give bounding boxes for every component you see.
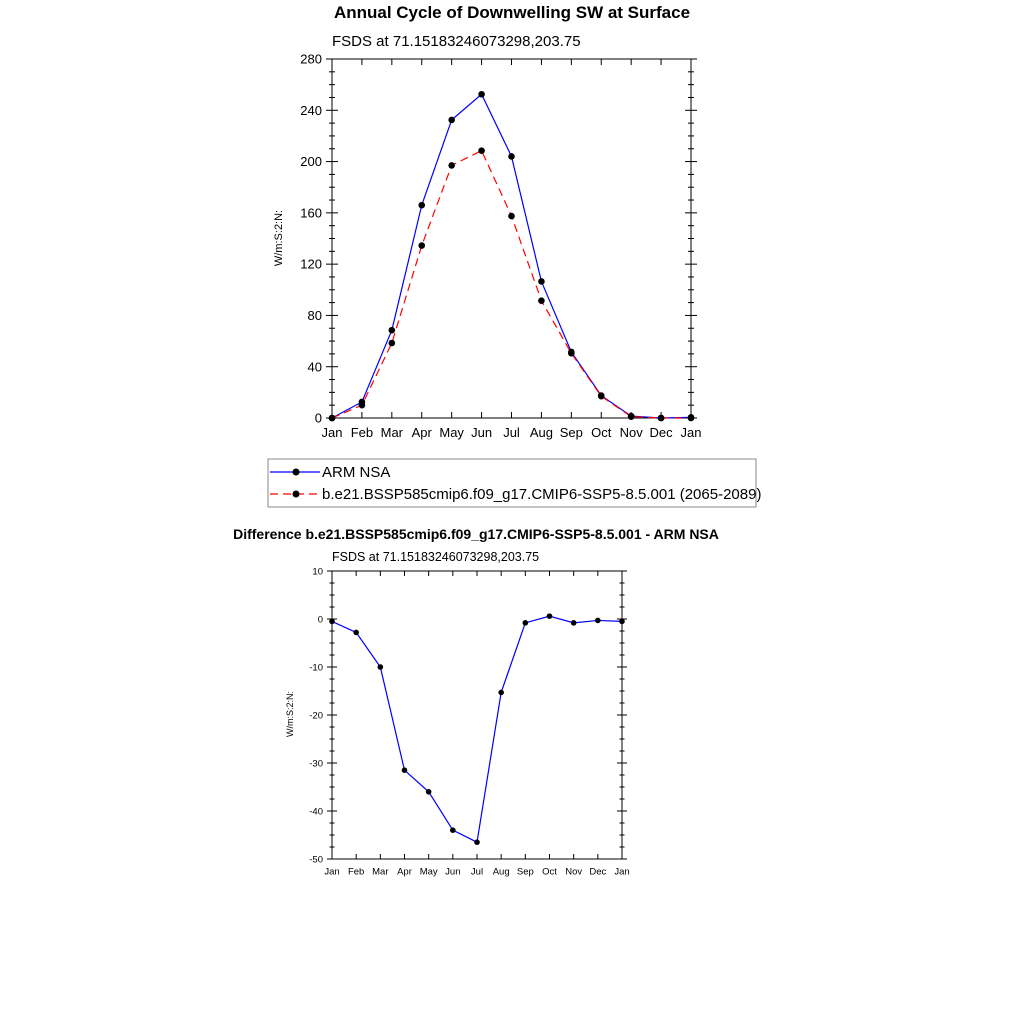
series-1-point <box>448 162 455 169</box>
series-line-0 <box>332 94 691 418</box>
y-tick-label: -40 <box>309 806 323 818</box>
series-1-point <box>508 213 515 220</box>
x-tick-label: Jan <box>680 425 702 440</box>
chart2-subtitle: FSDS at 71.15183246073298,203.75 <box>332 550 540 564</box>
x-tick-label: Apr <box>397 866 412 878</box>
series-0-point <box>402 767 408 773</box>
series-1-point <box>478 147 485 154</box>
series-1-point <box>688 415 695 422</box>
series-0-point <box>448 117 455 124</box>
y-tick-label: -20 <box>309 710 323 722</box>
x-tick-label: May <box>439 425 464 440</box>
series-0-point <box>478 91 485 98</box>
series-0-point <box>498 690 504 696</box>
series-1-point <box>359 402 366 409</box>
x-tick-label: May <box>419 866 438 878</box>
series-0-point <box>523 620 529 626</box>
x-tick-label: Feb <box>347 866 365 878</box>
series-0-point <box>508 153 515 160</box>
y-tick-label: 0 <box>317 614 323 626</box>
y-tick-label: 40 <box>307 359 322 375</box>
series-0-point <box>389 327 396 334</box>
y-tick-label: 240 <box>300 102 322 118</box>
y-tick-label: 120 <box>300 256 322 272</box>
legend-label-model: b.e21.BSSP585cmip6.f09_g17.CMIP6-SSP5-8.5.001 (2065-2089) <box>322 486 762 503</box>
x-tick-label: Aug <box>529 425 553 440</box>
series-line-0 <box>332 616 622 842</box>
series-0-point <box>547 613 553 619</box>
plot-frame <box>332 571 622 859</box>
chart2-plot <box>309 566 629 877</box>
x-tick-label: Sep <box>559 425 583 440</box>
x-tick-label: Nov <box>565 866 583 878</box>
series-1-point <box>329 415 336 422</box>
series-0-point <box>538 278 545 285</box>
x-tick-label: Mar <box>372 866 389 878</box>
series-0-point <box>450 827 456 833</box>
series-1-point <box>538 297 545 304</box>
legend-marker-arm-nsa <box>293 469 300 476</box>
x-tick-label: Feb <box>350 425 374 440</box>
x-tick-label: Jan <box>321 425 343 440</box>
x-tick-label: Dec <box>589 866 607 878</box>
chart2-title: Difference b.e21.BSSP585cmip6.f09_g17.CMIP6-SSP5-8.5.001 - ARM NSA <box>233 526 719 542</box>
chart1-ylabel: W/m:S:2:N: <box>273 209 285 267</box>
series-0-point <box>619 619 625 625</box>
legend-label-arm-nsa: ARM NSA <box>322 464 391 481</box>
series-0-point <box>353 630 359 636</box>
y-tick-label: 200 <box>300 154 322 170</box>
series-line-1 <box>332 151 691 418</box>
chart1-subtitle: FSDS at 71.15183246073298,203.75 <box>332 33 581 50</box>
y-tick-label: -50 <box>309 854 323 866</box>
y-tick-label: 80 <box>307 307 322 323</box>
x-tick-label: Oct <box>542 866 557 878</box>
series-1-point <box>389 340 396 347</box>
y-tick-label: 280 <box>300 51 322 67</box>
legend-marker-model <box>293 491 300 498</box>
y-tick-label: 0 <box>314 410 322 426</box>
chart1-title: Annual Cycle of Downwelling SW at Surface <box>333 3 691 22</box>
x-tick-label: Jan <box>614 866 630 878</box>
series-0-point <box>474 839 480 845</box>
y-tick-label: 160 <box>300 205 322 221</box>
x-tick-label: Oct <box>591 425 612 440</box>
x-tick-label: Dec <box>649 425 673 440</box>
x-tick-label: Apr <box>411 425 432 440</box>
chart1-plot <box>300 52 701 440</box>
series-1-point <box>658 415 665 422</box>
series-1-point <box>568 350 575 357</box>
series-0-point <box>571 620 577 626</box>
x-tick-label: Jul <box>470 866 484 878</box>
y-tick-label: -10 <box>309 662 323 674</box>
x-tick-label: Nov <box>619 425 643 440</box>
series-1-point <box>598 393 605 400</box>
x-tick-label: Mar <box>380 425 404 440</box>
plot-frame <box>332 59 691 418</box>
series-0-point <box>595 618 601 624</box>
series-0-point <box>378 664 384 670</box>
series-1-point <box>628 413 635 420</box>
series-0-point <box>329 619 335 625</box>
x-tick-label: Jan <box>324 866 340 878</box>
x-tick-label: Aug <box>492 866 510 878</box>
y-tick-label: 10 <box>312 566 323 578</box>
x-tick-label: Jul <box>503 425 520 440</box>
y-tick-label: -30 <box>309 758 323 770</box>
chart1-legend <box>268 459 761 507</box>
series-0-point <box>418 202 425 209</box>
x-tick-label: Sep <box>516 866 534 878</box>
series-0-point <box>426 789 432 795</box>
series-1-point <box>418 242 425 249</box>
x-tick-label: Jun <box>471 425 493 440</box>
chart2-ylabel: W/m:S:2:N: <box>285 690 295 738</box>
x-tick-label: Jun <box>445 866 461 878</box>
